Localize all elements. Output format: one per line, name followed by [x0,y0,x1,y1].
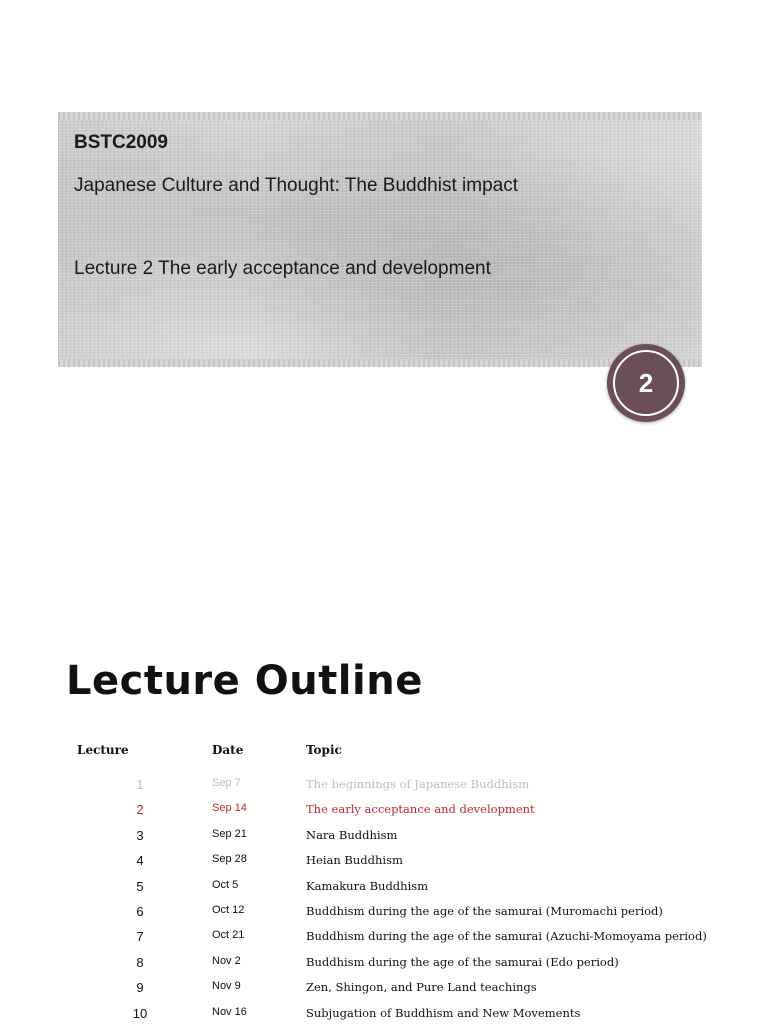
lecture-topic: The beginnings of Japanese Buddhism [306,777,530,791]
table-row [0,899,768,924]
lecture-topic: Heian Buddhism [306,853,403,868]
lecture-number: 2 [136,802,144,818]
course-title: Japanese Culture and Thought: The Buddhist impact [74,175,518,196]
column-header-topic: Topic [306,743,342,757]
lecture-date: Sep 7 [212,777,241,789]
table-row [0,848,768,873]
lecture-number: 7 [136,929,144,945]
lecture-topic: Subjugation of Buddhism and New Movements [306,1005,581,1020]
lecture-date: Nov 9 [212,980,241,993]
lecture-number: 10 [132,1005,148,1021]
slide-number-badge [607,344,685,422]
outline-heading: Lecture Outline [66,658,423,704]
lecture-topic: Buddhism during the age of the samurai (Azuchi-Momoyama period) [306,929,707,944]
banner-bottom-border [58,359,702,367]
lecture-topic: Nara Buddhism [306,827,398,842]
lecture-topic: Buddhism during the age of the samurai (Edo period) [306,954,619,969]
lecture-date: Oct 21 [212,929,245,942]
lecture-title: Lecture 2 The early acceptance and development [74,258,491,279]
table-row [0,924,768,949]
column-header-date: Date [212,743,244,757]
lecture-number: 5 [136,878,144,894]
lecture-topic: Zen, Shingon, and Pure Land teachings [306,980,537,995]
lecture-date: Sep 21 [212,827,247,840]
lecture-date: Sep 14 [212,802,247,815]
lecture-number: 1 [136,777,144,792]
lecture-number: 9 [136,980,144,996]
banner-top-border [58,112,702,120]
lecture-date: Sep 28 [212,853,247,866]
course-code: BSTC2009 [74,132,168,153]
title-banner [58,112,702,367]
table-row [0,874,768,899]
lecture-topic: Kamakura Buddhism [306,878,429,893]
slide-number: 2 [638,368,654,398]
column-header-lecture: Lecture [77,743,129,757]
table-row [0,797,768,822]
lecture-topic: The early acceptance and development [306,802,535,817]
lecture-schedule-table [0,772,768,1026]
lecture-number: 3 [136,827,144,843]
table-row [0,950,768,975]
lecture-date: Oct 12 [212,903,245,916]
table-row [0,975,768,1000]
lecture-date: Oct 5 [212,878,239,891]
lecture-date: Nov 2 [212,954,241,967]
table-row [0,823,768,848]
table-row [0,772,768,797]
lecture-number: 6 [136,903,144,919]
lecture-topic: Buddhism during the age of the samurai (Muromachi period) [306,903,663,918]
table-row [0,1001,768,1026]
lecture-number: 8 [136,954,144,970]
lecture-date: Nov 16 [212,1005,247,1018]
lecture-number: 4 [136,853,144,869]
